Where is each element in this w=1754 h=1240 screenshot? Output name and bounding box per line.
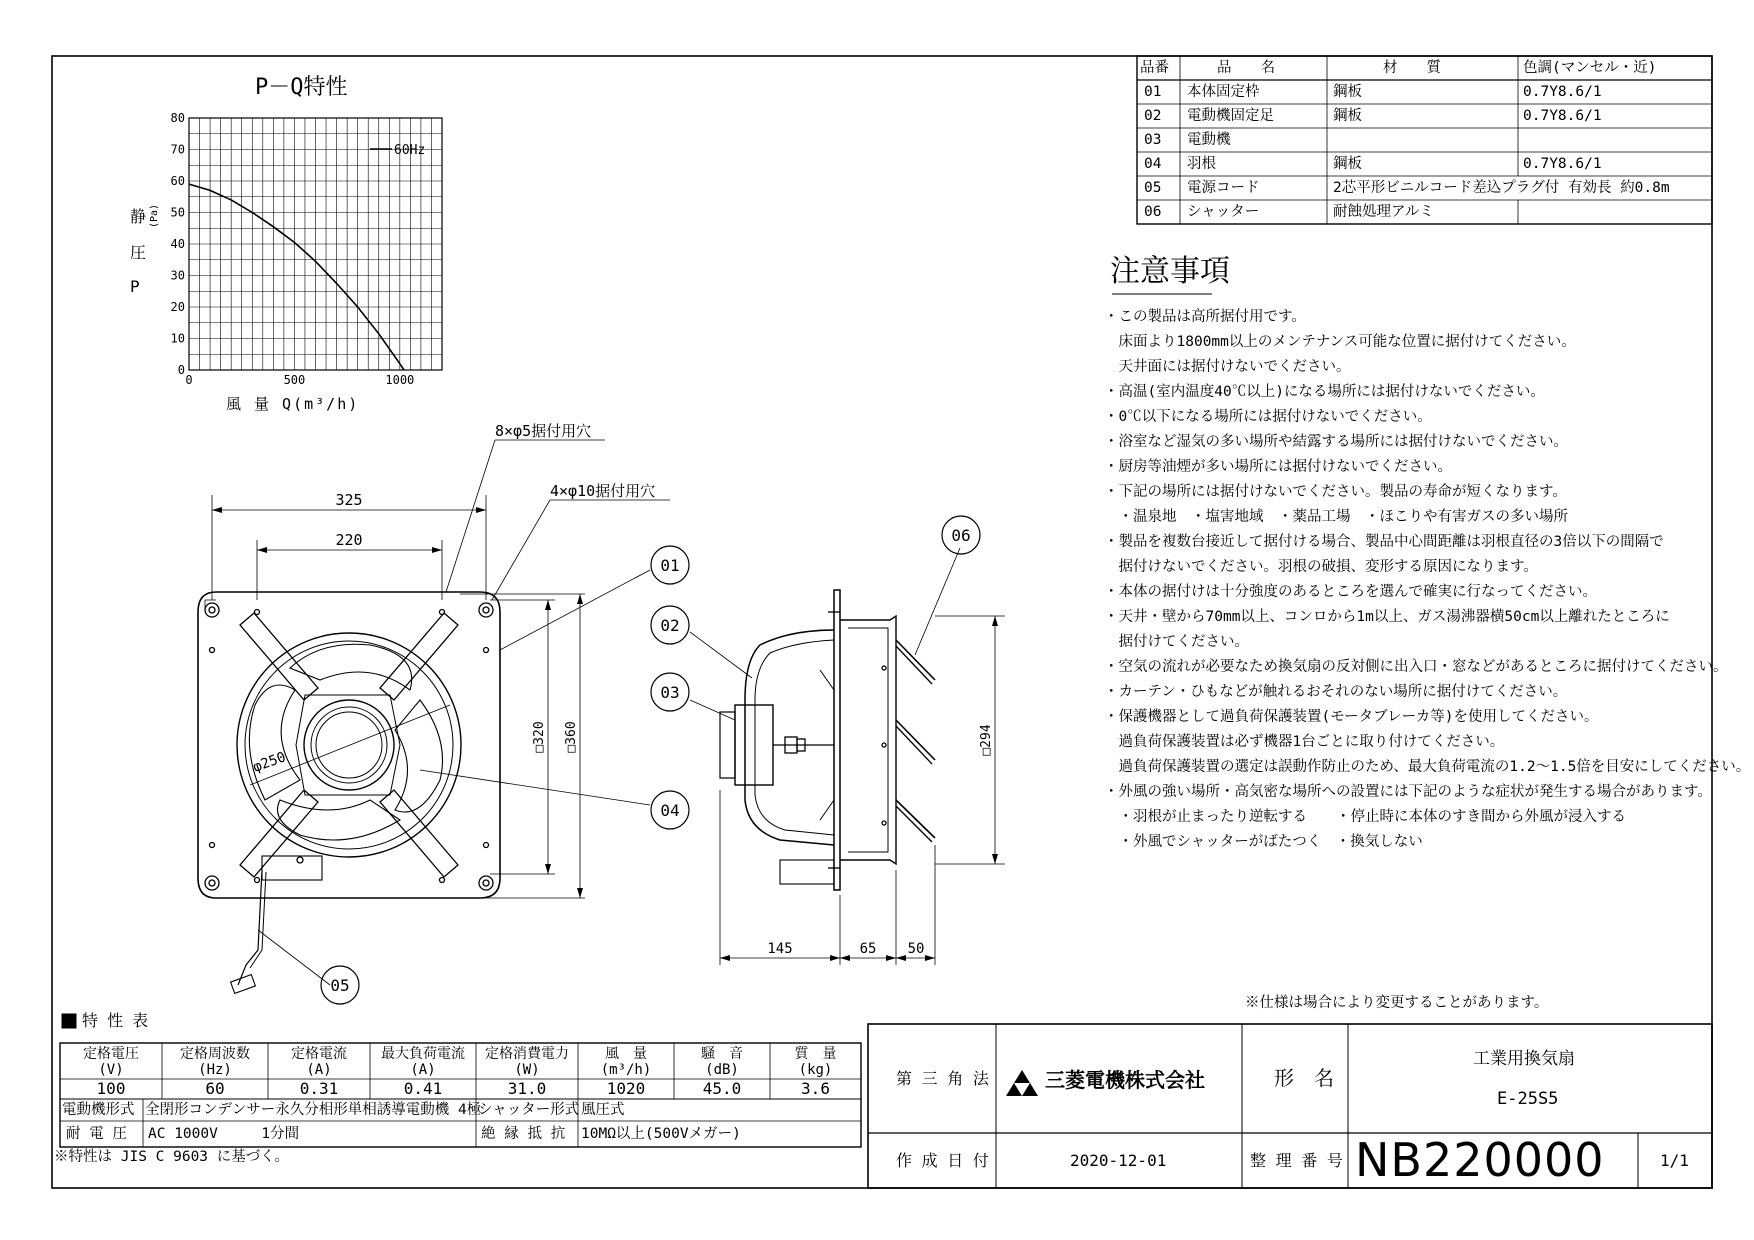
note-line: ・浴室など湿気の多い場所や結露する場所には据付けないでください。 — [1104, 434, 1568, 450]
shutter-type-value: 風圧式 — [581, 1102, 625, 1118]
part-cell: 羽根 — [1187, 156, 1216, 172]
part-cell: 電動機 — [1187, 132, 1231, 148]
note-line: ・外風の強い場所・高気密な場所への設置には下記のような症状が発生する場合があります。 — [1104, 784, 1712, 800]
spec-value: 0.41 — [403, 1079, 443, 1098]
spec-header-name: 風 量 — [605, 1046, 647, 1062]
spec-header-unit: (m³/h) — [600, 1062, 652, 1078]
spec-header-name: 定格電圧 — [83, 1046, 139, 1062]
spec-value: 45.0 — [702, 1079, 742, 1098]
spec-header-name: 定格周波数 — [180, 1046, 250, 1062]
insulation-label: 絶 縁 抵 抗 — [481, 1126, 566, 1142]
part-number: 03 — [1144, 132, 1162, 148]
dim-65: 65 — [859, 941, 877, 957]
dim-50: 50 — [907, 941, 925, 957]
spec-header-unit: (Hz) — [198, 1062, 232, 1078]
y-tick-label: 60 — [170, 174, 185, 188]
side-view — [690, 548, 1005, 965]
pq-series-line — [189, 184, 404, 370]
note-line: ・高温(室内温度40℃以上)になる場所には据付けないでください。 — [1104, 384, 1545, 400]
dim-325: 325 — [335, 491, 363, 509]
mitsubishi-logo-left — [1006, 1083, 1022, 1096]
spec-footnote: ※特性は JIS C 9603 に基づく。 — [54, 1149, 289, 1165]
part-cell: 電動機固定足 — [1187, 108, 1274, 124]
spec-header-unit: (kg) — [798, 1062, 833, 1078]
note-line: ・温泉地 ・塩害地域 ・薬品工場 ・ほこりや有害ガスの多い場所 — [1104, 509, 1568, 525]
parts-header-2: 材 質 — [1383, 60, 1441, 76]
spec-header-unit: (dB) — [705, 1062, 739, 1078]
callout-03: 03 — [660, 683, 680, 702]
part-cell: シャッター — [1187, 204, 1260, 220]
chart-y-label-2: 圧 — [130, 243, 147, 262]
insulation-value: 10MΩ以上(500Vメガー) — [581, 1126, 741, 1142]
part-number: 04 — [1144, 156, 1162, 172]
part-cell: 本体固定枠 — [1187, 84, 1260, 100]
creation-date: 2020-12-01 — [1070, 1151, 1167, 1170]
y-tick-label: 20 — [170, 300, 185, 314]
pq-chart — [130, 75, 442, 413]
part-cell: 耐蝕処理アルミ — [1333, 204, 1434, 220]
part-cell: 2芯平形ビニルコード差込プラグ付 有効長 約0.8m — [1333, 180, 1670, 196]
part-cell: 0.7Y8.6/1 — [1523, 108, 1602, 124]
y-tick-label: 40 — [170, 237, 185, 251]
part-number: 05 — [1144, 180, 1162, 196]
note-line: ・天井・壁から70mm以上、コンロから1m以上、ガス湯沸器横50cm以上離れたところに — [1104, 609, 1670, 625]
chart-y-label-1: 静 — [130, 207, 147, 226]
pq-x-ticks — [185, 373, 414, 387]
part-cell: 0.7Y8.6/1 — [1523, 84, 1602, 100]
chart-y-label-3: P — [130, 277, 140, 296]
part-number: 02 — [1144, 108, 1162, 124]
dim-220: 220 — [335, 531, 363, 549]
spec-title-square — [62, 1014, 76, 1028]
note-line: ・保護機器として過負荷保護装置(モータブレーカ等)を使用してください。 — [1104, 709, 1599, 725]
document-number: NB220000 — [1355, 1133, 1605, 1187]
spec-table-title: 特 性 表 — [82, 1011, 151, 1030]
sheet-number: 1/1 — [1660, 1151, 1689, 1170]
note-line: ・この製品は高所据付用です。 — [1104, 309, 1306, 325]
note-line: 据付けてください。 — [1104, 634, 1249, 650]
callout-04: 04 — [660, 801, 680, 820]
motor-type-label: 電動機形式 — [62, 1102, 135, 1118]
chart-title: P－Q特性 — [255, 75, 348, 100]
spec-header-name: 質 量 — [794, 1046, 837, 1062]
y-tick-label: 10 — [170, 331, 185, 346]
y-tick-label: 80 — [170, 111, 185, 125]
note-line: 過負荷保護装置の選定は誤動作防止のため、最大負荷電流の1.2～1.5倍を目安にしてください。 — [1104, 759, 1751, 775]
note-line: 床面より1800mm以上のメンテナンス可能な位置に据付けてください。 — [1104, 334, 1576, 350]
spec-header-unit: (A) — [410, 1062, 436, 1078]
number-label: 整 理 番 号 — [1250, 1151, 1343, 1170]
spec-value: 31.0 — [507, 1079, 547, 1098]
spec-value: 3.6 — [801, 1079, 830, 1098]
spec-change-note: ※仕様は場合により変更することがあります。 — [1245, 995, 1549, 1011]
y-tick-label: 70 — [170, 142, 185, 157]
product-name: 工業用換気扇 — [1473, 1049, 1575, 1069]
spec-value: 1020 — [606, 1079, 646, 1098]
part-cell: 鋼板 — [1333, 84, 1362, 100]
spec-value: 100 — [96, 1079, 126, 1098]
spec-header-name: 定格電流 — [291, 1046, 347, 1062]
dim-phi250: φ250 — [250, 749, 289, 776]
spec-header-unit: (A) — [306, 1062, 332, 1078]
spec-header-unit: (W) — [514, 1062, 540, 1078]
y-tick-label: 30 — [170, 268, 185, 283]
pq-y-ticks — [171, 111, 185, 377]
y-tick-label: 0 — [177, 363, 185, 377]
note-line: 据付けないでください。羽根の破損、変形する原因になります。 — [1104, 559, 1538, 575]
mitsubishi-logo-right — [1022, 1083, 1038, 1096]
note-line: ・製品を複数台接近して据付ける場合、製品中心間距離は羽根直径の3倍以下の間隔で — [1104, 534, 1664, 550]
chart-x-label: 風 量 Q(m³/h) — [226, 395, 360, 413]
part-cell: 鋼板 — [1333, 108, 1362, 124]
note-line: ・本体の据付けは十分強度のあるところを選んで確実に行なってください。 — [1104, 584, 1597, 600]
dim-320: □320 — [532, 721, 547, 753]
parts-header-3: 色調(マンセル・近) — [1523, 60, 1657, 76]
hole-label-2: 4×φ10据付用穴 — [550, 482, 656, 500]
dim-360: □360 — [564, 721, 579, 753]
withstand-voltage-label: 耐 電 圧 — [66, 1126, 127, 1142]
legend-label: 60Hz — [394, 143, 426, 158]
note-line: ・下記の場所には据付けないでください。製品の寿命が短くなります。 — [1104, 484, 1567, 500]
dim-145: 145 — [767, 941, 793, 957]
shutter-type-label: シャッター形式 — [478, 1102, 580, 1118]
front-view — [198, 440, 670, 993]
spec-value: 0.31 — [299, 1079, 339, 1098]
chart-y-unit: (Pa) — [149, 203, 160, 228]
spec-header-name: 最大負荷電流 — [381, 1046, 465, 1062]
note-line: ・0℃以下になる場所には据付けないでください。 — [1104, 409, 1432, 425]
model-label: 形 名 — [1274, 1066, 1334, 1090]
spec-header-unit: (V) — [98, 1062, 124, 1078]
notes-title: 注意事項 — [1110, 254, 1230, 289]
motor-type-value: 全閉形コンデンサー永久分相形単相誘導電動機 4極 — [145, 1102, 482, 1118]
callout-02: 02 — [660, 616, 680, 635]
callout-01: 01 — [660, 556, 680, 575]
note-line: 過負荷保護装置は必ず機器1台ごとに取り付けてください。 — [1104, 734, 1505, 750]
x-tick-label: 500 — [283, 373, 306, 387]
note-line: ・羽根が止まったり逆転する ・停止時に本体のすき間から外風が浸入する — [1104, 809, 1626, 825]
model-number: E-25S5 — [1497, 1089, 1559, 1109]
note-line: 天井面には据付けないでください。 — [1104, 359, 1351, 375]
note-line: ・空気の流れが必要なため換気扇の反対側に出入口・窓などがあるところに据付けてください。 — [1104, 659, 1728, 675]
spec-header-name: 定格消費電力 — [485, 1046, 569, 1062]
date-label: 作 成 日 付 — [896, 1151, 989, 1170]
projection-method: 第 三 角 法 — [896, 1069, 989, 1088]
callout-06: 06 — [951, 526, 971, 545]
part-cell: 鋼板 — [1333, 156, 1362, 172]
x-tick-label: 1000 — [385, 373, 415, 387]
part-number: 01 — [1144, 84, 1162, 100]
withstand-voltage-value: AC 1000V 1分間 — [148, 1126, 300, 1142]
note-line: ・外風でシャッターがばたつく ・換気しない — [1104, 834, 1423, 850]
mitsubishi-logo-top — [1014, 1070, 1030, 1083]
callout-circles — [321, 516, 980, 1004]
dim-294: □294 — [979, 724, 994, 756]
part-cell: 電源コード — [1187, 180, 1260, 196]
parts-header-0: 品番 — [1140, 60, 1169, 76]
x-tick-label: 0 — [185, 373, 193, 387]
callout-05: 05 — [330, 976, 350, 995]
part-cell: 0.7Y8.6/1 — [1523, 156, 1602, 172]
note-line: ・厨房等油煙が多い場所には据付けないでください。 — [1104, 459, 1452, 475]
company-name: 三菱電機株式会社 — [1045, 1068, 1205, 1092]
y-tick-label: 50 — [170, 205, 185, 220]
hole-label-1: 8×φ5据付用穴 — [495, 422, 592, 440]
spec-header-name: 騒 音 — [701, 1046, 743, 1062]
part-number: 06 — [1144, 204, 1162, 220]
note-line: ・カーテン・ひもなどが触れるおそれのない場所に据付けてください。 — [1104, 684, 1568, 700]
parts-header-1: 品 名 — [1217, 60, 1275, 76]
spec-value: 60 — [205, 1079, 225, 1098]
